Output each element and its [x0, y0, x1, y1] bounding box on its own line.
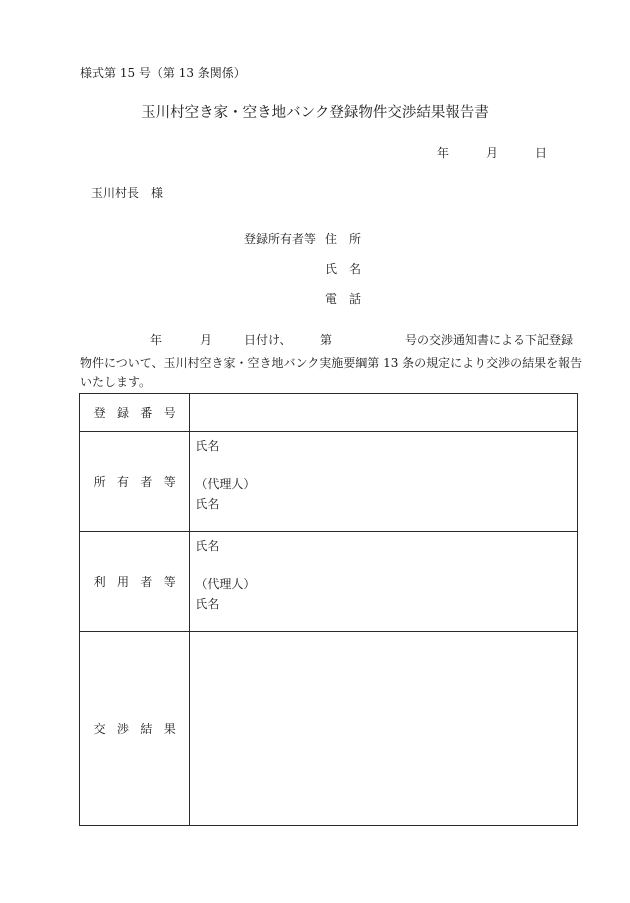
- table-row-result: [80, 632, 578, 826]
- form-number: 様式第 15 号（第 13 条関係）: [80, 66, 246, 80]
- body-text-line3: いたします。: [80, 375, 152, 389]
- owner-address-label: 住 所: [325, 232, 362, 246]
- owner-name-field-label: 氏名: [195, 439, 220, 453]
- registration-number-label: 登録番号: [80, 394, 190, 432]
- notice-dated-label: 日付け、: [244, 333, 292, 347]
- date-day-label: 日: [535, 146, 548, 160]
- registration-number-field[interactable]: [190, 394, 578, 432]
- notice-year-label: 年: [150, 333, 163, 347]
- owner-agent-field-label: （代理人）: [195, 477, 256, 491]
- table-row-owner: [80, 432, 578, 532]
- user-field[interactable]: [190, 532, 578, 632]
- negotiation-result-label: 交渉結果: [80, 632, 190, 826]
- user-name-field-label: 氏名: [195, 539, 220, 553]
- negotiation-result-field[interactable]: [190, 632, 578, 826]
- owner-label: 所有者等: [80, 432, 190, 532]
- addressee: 玉川村長 様: [91, 186, 164, 200]
- page-title: 玉川村空き家・空き地バンク登録物件交渉結果報告書: [141, 105, 489, 121]
- date-year-label: 年: [437, 146, 450, 160]
- owner-agent-name-field-label: 氏名: [195, 497, 220, 511]
- registered-owner-label: 登録所有者等: [244, 232, 317, 246]
- user-agent-name-field-label: 氏名: [195, 597, 220, 611]
- user-label: 利用者等: [80, 532, 190, 632]
- notice-number-prefix: 第: [320, 333, 333, 347]
- body-text-line1: 号の交渉通知書による下記登録: [405, 333, 574, 347]
- table-row-registration: [80, 394, 578, 432]
- body-text-line2: 物件について、玉川村空き家・空き地バンク実施要綱第 13 条の規定により交渉の結果を報告: [80, 356, 583, 370]
- owner-field[interactable]: [190, 432, 578, 532]
- date-month-label: 月: [486, 146, 499, 160]
- user-agent-field-label: （代理人）: [195, 577, 256, 591]
- table-row-user: [80, 532, 578, 632]
- report-table: [79, 393, 578, 826]
- owner-phone-label: 電 話: [325, 292, 362, 306]
- notice-month-label: 月: [200, 333, 213, 347]
- owner-name-label: 氏 名: [325, 262, 362, 276]
